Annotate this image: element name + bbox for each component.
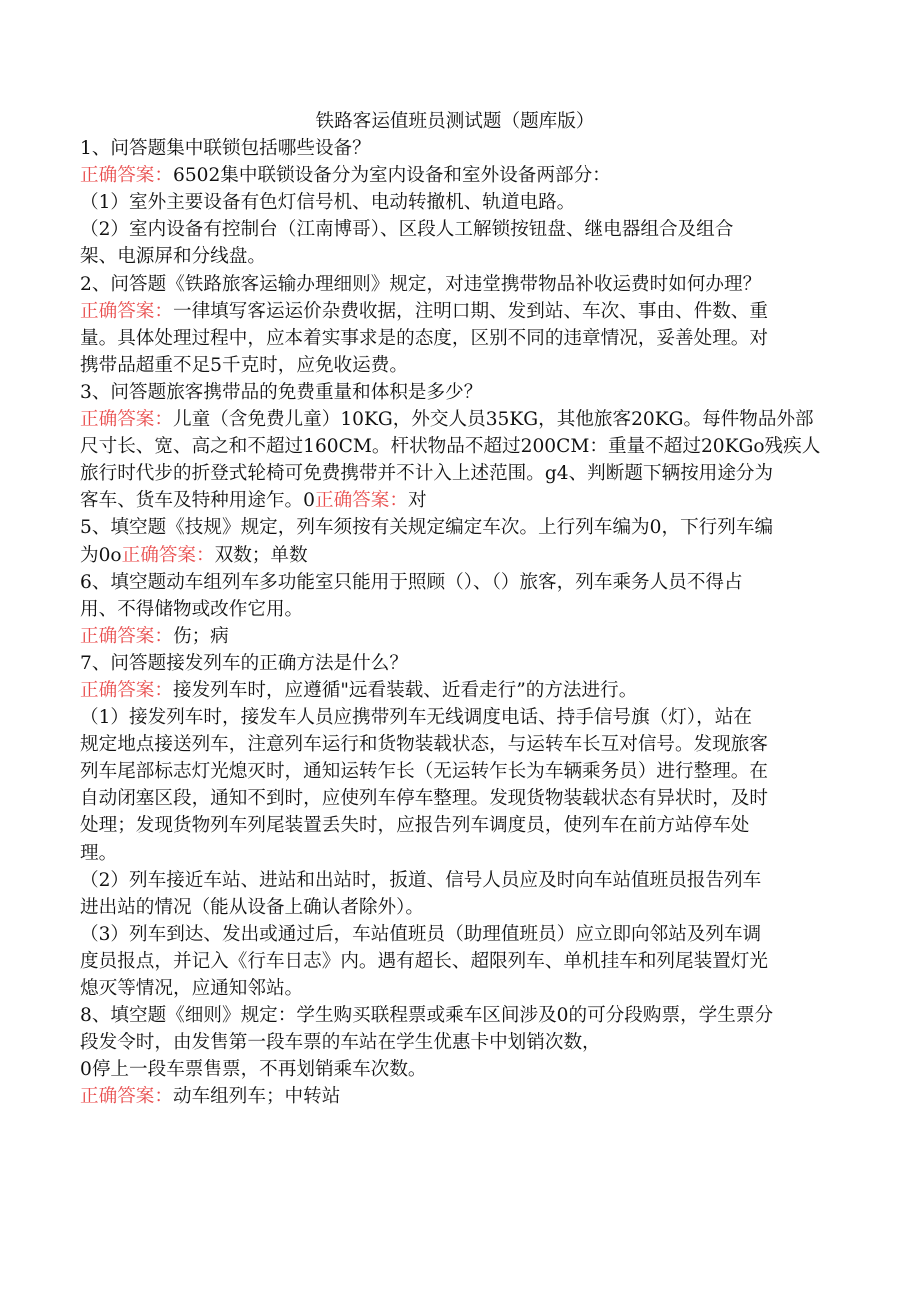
text-line: 段发令时，由发售第一段车票的车站在学生优惠卡中划销次数， xyxy=(80,1032,601,1054)
answer-label: 正确答案： xyxy=(314,490,408,512)
question-6: 6、填空题动车组列车多功能室只能用于照顾（）、（）旅客，列车乘务人员不得占 xyxy=(80,571,743,593)
answer-text: 儿童（含免费儿童）10KG，外交人员35KG，其他旅客20KG。每件物品外部 xyxy=(172,409,814,431)
text-line: 处理；发现货物列车列尾装置丢失时，应报告列车调度员，使列车在前方站停车处 xyxy=(80,815,750,837)
answer-text: 6502集中联锁设备分为室内设备和室外设备两部分： xyxy=(172,165,611,187)
question-1: 1、问答题集中联锁包括哪些设备？ xyxy=(80,138,371,160)
answer-text: 动车组列车；中转站 xyxy=(172,1086,341,1108)
answer-text: 伤；病 xyxy=(172,625,229,647)
question-8: 8、填空题《细则》规定：学生购买联程票或乘车区间涉及0的可分段购票，学生票分 xyxy=(80,1005,774,1027)
question-2: 2、问答题《铁路旅客运输办理细则》规定，对违堂携带物品补收运费时如何办理？ xyxy=(80,273,762,295)
text-line: （1）接发列车时，接发车人员应携带列车无线调度电话、持手信号旗（灯），站在 xyxy=(80,707,752,729)
question-5-tail: 为0o xyxy=(80,544,122,566)
text-line: 0停上一段车票售票，不再划销乘车次数。 xyxy=(80,1059,427,1081)
document-page xyxy=(80,108,830,1110)
answer-label: 正确答案： xyxy=(80,409,173,431)
text-line: 规定地点接送列车，注意列车运行和货物装载状态，与运转车长互对信号。发现旅客 xyxy=(80,734,768,756)
answer-4-line xyxy=(80,487,830,514)
text-line: 进出站的情况（能从设备上确认者除外）。 xyxy=(80,896,424,918)
answer-label: 正确答案： xyxy=(80,625,173,647)
text-line: 量。具体处理过程中，应本着实事求是的态度，区别不同的违章情况，妥善处理。对 xyxy=(80,327,768,349)
question-3: 3、问答题旅客携带品的免费重量和体积是多少？ xyxy=(80,381,483,403)
text-line: 自动闭塞区段，通知不到时，应使列车停车整理。发现货物装载状态有异状时，及时 xyxy=(80,788,768,810)
answer-1-line xyxy=(80,162,830,189)
answer-6-line xyxy=(80,623,830,650)
answer-label: 正确答案： xyxy=(80,300,173,322)
text-line: 旅行时代步的折登式轮椅可免费携带并不计入上述范围。g4、判断题下辆按用途分为 xyxy=(80,463,774,485)
text-line: 携带品超重不足5千克时，应免收运费。 xyxy=(80,354,408,376)
text-line: 用、不得储物或改作它用。 xyxy=(80,598,304,620)
text-line: 架、电源屏和分线盘。 xyxy=(80,246,266,268)
answer-text: 双数；单数 xyxy=(214,544,308,566)
answer-5-line xyxy=(80,542,830,569)
answer-2-line xyxy=(80,298,830,325)
text-line: 列车尾部标志灯光熄灭时，通知运转乍长（无运转乍长为车辆乘务员）进行整理。在 xyxy=(80,761,768,783)
question-4-tail: 客车、货车及特种用途乍。0 xyxy=(80,490,315,512)
text-line: （1）室外主要设备有色灯信号机、电动转撤机、轨道电路。 xyxy=(80,192,576,214)
answer-text: 接发列车时，应遵循"远看装载、近看走行”的方法进行。 xyxy=(172,679,638,701)
text-line: （2）列车接近车站、进站和出站时，扳道、信号人员应及时向车站值班员报告列车 xyxy=(80,869,762,891)
text-line: （2）室内设备有控制台（江南博哥）、区段人工解锁按钮盘、继电器组合及组合 xyxy=(80,219,734,241)
answer-3-line xyxy=(80,406,830,433)
question-5: 5、填空题《技规》规定，列车须按有关规定编定车次。上行列车编为0，下行列车编 xyxy=(80,517,774,539)
answer-label: 正确答案： xyxy=(80,1086,173,1108)
text-line: 理。 xyxy=(80,842,118,864)
answer-7-line xyxy=(80,677,830,704)
answer-text: 对 xyxy=(407,490,427,512)
text-line: 熄灭等情况，应通知邻站。 xyxy=(80,978,304,999)
answer-text: 一律填写客运运价杂费收据，注明口期、发到站、车次、事由、件数、重 xyxy=(172,300,768,322)
document-title: 铁路客运值班员测试题（题库版） xyxy=(315,111,595,132)
answer-label: 正确答案： xyxy=(80,679,173,701)
answer-label: 正确答案： xyxy=(80,165,173,187)
text-line: （3）列车到达、发出或通过后，车站值班员（助理值班员）应立即向邻站及列车调 xyxy=(80,923,762,945)
question-7: 7、问答题接发列车的正确方法是什么？ xyxy=(80,652,408,674)
text-line: 度员报点，并记入《行车日志》内。遇有超长、超限列车、单机挂车和列尾装置灯光 xyxy=(80,950,768,972)
text-line: 尺寸长、宽、高之和不超过160CM。杆状物品不超过200CM：重量不超过20KGo残疾人 xyxy=(80,436,821,458)
answer-8-line xyxy=(80,1083,830,1110)
answer-label: 正确答案： xyxy=(121,544,215,566)
